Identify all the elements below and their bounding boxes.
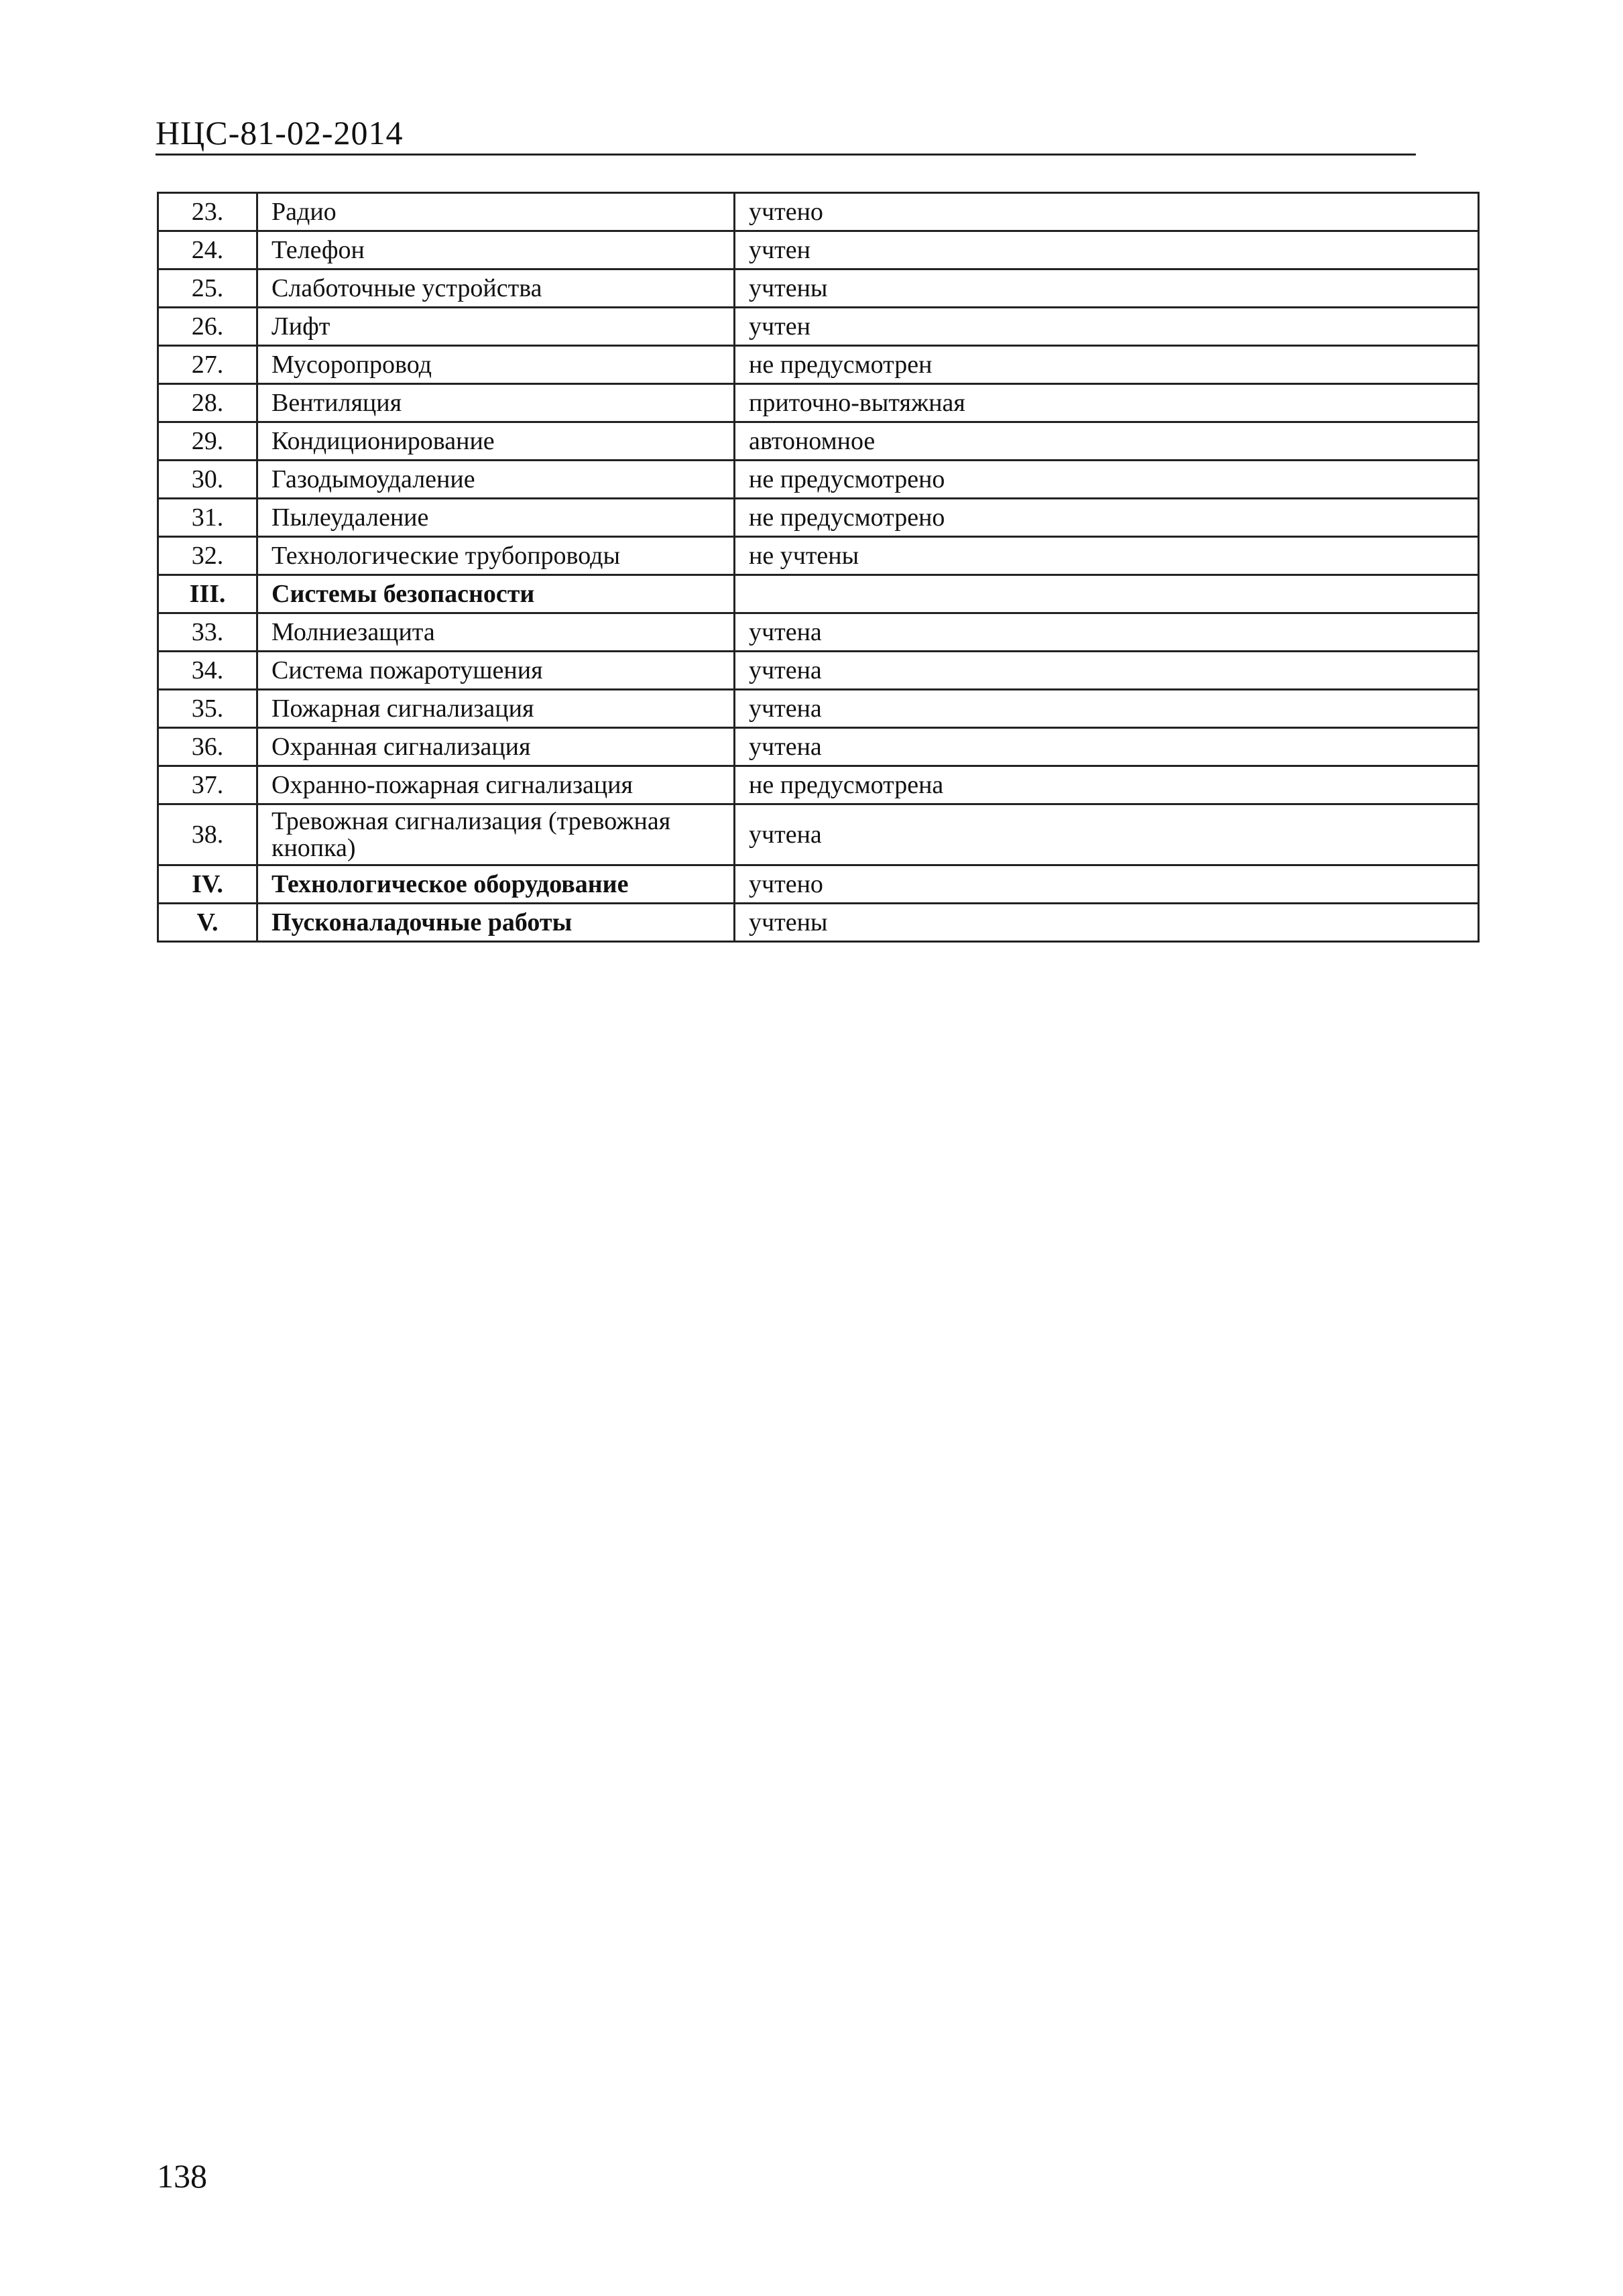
row-name-cell: Вентиляция (257, 384, 735, 422)
row-value-cell: учтена (735, 613, 1479, 652)
row-number-cell: 28. (158, 384, 257, 422)
table-row (158, 728, 1479, 766)
row-name-cell: Пусконаладочные работы (257, 904, 735, 942)
row-name-cell: Охранно-пожарная сигнализация (257, 766, 735, 804)
row-value-cell: не предусмотрен (735, 346, 1479, 384)
row-name-cell: Системы безопасности (257, 575, 735, 613)
table-row (158, 537, 1479, 575)
row-number-cell: 31. (158, 499, 257, 537)
row-value-cell: не предусмотрено (735, 461, 1479, 499)
row-name-cell: Технологические трубопроводы (257, 537, 735, 575)
header-divider (156, 154, 1416, 156)
row-value-cell: учтена (735, 652, 1479, 690)
table-row (158, 384, 1479, 422)
table-row (158, 766, 1479, 804)
row-name-cell: Газодымоудаление (257, 461, 735, 499)
row-name-cell: Кондиционирование (257, 422, 735, 461)
row-number-cell: 23. (158, 193, 257, 231)
table-row (158, 269, 1479, 308)
table-row (158, 422, 1479, 461)
row-value-cell: учтено (735, 865, 1479, 904)
row-number-cell: 30. (158, 461, 257, 499)
row-number-cell: 38. (158, 804, 257, 865)
page-number: 138 (157, 2157, 207, 2195)
row-name-cell: Система пожаротушения (257, 652, 735, 690)
row-value-cell: учтена (735, 804, 1479, 865)
table-row (158, 346, 1479, 384)
row-number-cell: 26. (158, 308, 257, 346)
table-row (158, 613, 1479, 652)
table-row (158, 652, 1479, 690)
row-name-cell: Молниезащита (257, 613, 735, 652)
table-row (158, 804, 1479, 865)
row-value-cell: не предусмотрено (735, 499, 1479, 537)
row-name-cell: Технологическое оборудование (257, 865, 735, 904)
table-section-row (158, 575, 1479, 613)
document-code-header: НЦС-81-02-2014 (156, 114, 404, 152)
row-number-cell: IV. (158, 865, 257, 904)
row-name-cell: Тревожная сигнализация (тревожная кнопка) (257, 804, 735, 865)
table-row (158, 461, 1479, 499)
table-row (158, 690, 1479, 728)
row-number-cell: V. (158, 904, 257, 942)
row-number-cell: 27. (158, 346, 257, 384)
table-section-row (158, 904, 1479, 942)
row-name-cell: Телефон (257, 231, 735, 269)
row-name-cell: Лифт (257, 308, 735, 346)
row-number-cell: 36. (158, 728, 257, 766)
row-value-cell: учтена (735, 690, 1479, 728)
row-number-cell: 24. (158, 231, 257, 269)
row-value-cell: автономное (735, 422, 1479, 461)
row-value-cell: не учтены (735, 537, 1479, 575)
row-value-cell: учтен (735, 231, 1479, 269)
row-number-cell: III. (158, 575, 257, 613)
table-body (158, 193, 1479, 942)
table-row (158, 499, 1479, 537)
row-name-cell: Пылеудаление (257, 499, 735, 537)
row-number-cell: 35. (158, 690, 257, 728)
row-value-cell: приточно-вытяжная (735, 384, 1479, 422)
row-name-cell: Охранная сигнализация (257, 728, 735, 766)
row-number-cell: 37. (158, 766, 257, 804)
row-name-cell: Слаботочные устройства (257, 269, 735, 308)
row-number-cell: 32. (158, 537, 257, 575)
row-value-cell: учтена (735, 728, 1479, 766)
row-number-cell: 25. (158, 269, 257, 308)
row-number-cell: 29. (158, 422, 257, 461)
row-name-cell: Радио (257, 193, 735, 231)
row-name-cell: Пожарная сигнализация (257, 690, 735, 728)
row-value-cell: не предусмотрена (735, 766, 1479, 804)
table-row (158, 308, 1479, 346)
row-value-cell: учтено (735, 193, 1479, 231)
table-section-row (158, 865, 1479, 904)
row-value-cell: учтен (735, 308, 1479, 346)
specification-table (157, 192, 1480, 943)
row-name-cell: Мусоропровод (257, 346, 735, 384)
row-number-cell: 34. (158, 652, 257, 690)
row-value-cell: учтены (735, 269, 1479, 308)
table-row (158, 193, 1479, 231)
row-number-cell: 33. (158, 613, 257, 652)
row-value-cell (735, 575, 1479, 613)
row-value-cell: учтены (735, 904, 1479, 942)
table-row (158, 231, 1479, 269)
